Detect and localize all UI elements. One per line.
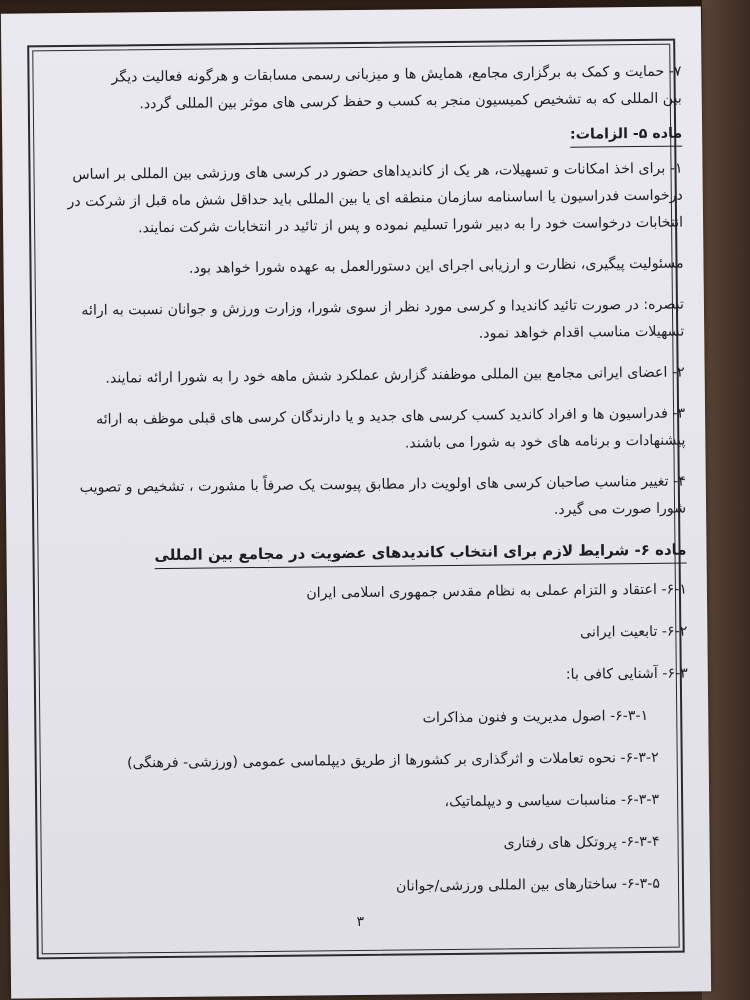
document-body — [41, 59, 690, 908]
article-5-item-4: ۴- تغییر مناسب صاحبان کرسی های اولویت دار مطابق پیوست یک صرفاً با مشورت ، تشخیص و تصویب — [79, 473, 686, 496]
article-5-note: تبصره: در صورت تائید کاندیدا و کرسی مورد نظر از سوی شورا، وزارت ورزش و جوانان نسبت به ارائه — [81, 296, 685, 319]
article-6-item: ۶-۳- آشنایی کافی با: — [565, 665, 688, 683]
article-6-subitem: ۶-۳-۴- پروتکل های رفتاری — [503, 833, 660, 852]
article-6-title: ماده ۶- شرایط لازم برای انتخاب کاندیدهای عضویت در مجامع بین المللی — [154, 537, 686, 570]
article-6-item: ۶-۲- تابعیت ایرانی — [580, 623, 688, 641]
article-5-item-1: ۱- برای اخذ امکانات و تسهیلات، هر یک از کاندیداهای حضور در کرسی های ورزشی بین المللی بر اساس — [72, 160, 683, 183]
page-number: ۳ — [356, 913, 365, 931]
article-5-item-1: درخواست فدراسیون یا اساسنامه سازمان منطقه ای یا بین المللی باید حداقل شش ماه قبل از شرکت در — [67, 187, 683, 211]
clause-7-line: بین المللی که به تشخیص کمیسیون منجر به کسب و حفظ کرسی های موثر بین المللی گردد. — [139, 90, 682, 113]
article-5-item-2: ۲- اعضای ایرانی مجامع بین المللی موظفند گزارش عملکرد شش ماهه خود را به شورا ارائه نمایند. — [105, 364, 685, 387]
article-6-subitem: ۶-۳-۵- ساختارهای بین المللی ورزشی/جوانان — [395, 875, 661, 895]
article-5-item-3: پیشنهادات و برنامه های خود به شورا می باشند. — [404, 432, 686, 452]
article-6-subitem: ۶-۳-۲- نحوه تعاملات و اثرگذاری بر کشورها از طریق دیپلماسی عمومی (ورزشی- فرهنگی) — [126, 749, 659, 772]
article-5-item-4: شورا صورت می گیرد. — [553, 500, 687, 518]
article-5-item-1: انتخابات درخواست خود را به دبیر شورا تسلیم نموده و پس از تائید در انتخابات شرکت نمایند. — [138, 214, 684, 237]
clause-7-line: ۷- حمایت و کمک به برگزاری مجامع، همایش ها و میزبانی رسمی مسابقات و هرگونه فعالیت دیگر — [111, 63, 682, 86]
article-5-responsibility: مسئولیت پیگیری، نظارت و ارزیابی اجرای این دستورالعمل به عهده شورا خواهد بود. — [188, 255, 684, 277]
article-6-item: ۶-۱- اعتقاد و التزام عملی به نظام مقدس جمهوری اسلامی ایران — [306, 581, 688, 602]
article-6-subitem: ۶-۳-۳- مناسبات سیاسی و دیپلماتیک، — [444, 791, 660, 811]
article-5-item-3: ۳- فدراسیون ها و افراد کاندید کسب کرسی های جدید و یا دارندگان کرسی های قبلی موظف به ارائه — [96, 405, 686, 428]
article-6-subitem: ۶-۳-۱- اصول مدیریت و فنون مذاکرات — [422, 707, 649, 727]
document-page — [1, 6, 711, 998]
article-5-title: ماده ۵- الزامات: — [570, 122, 682, 148]
article-5-note: تسهیلات مناسب اقدام خواهد نمود. — [478, 323, 685, 342]
